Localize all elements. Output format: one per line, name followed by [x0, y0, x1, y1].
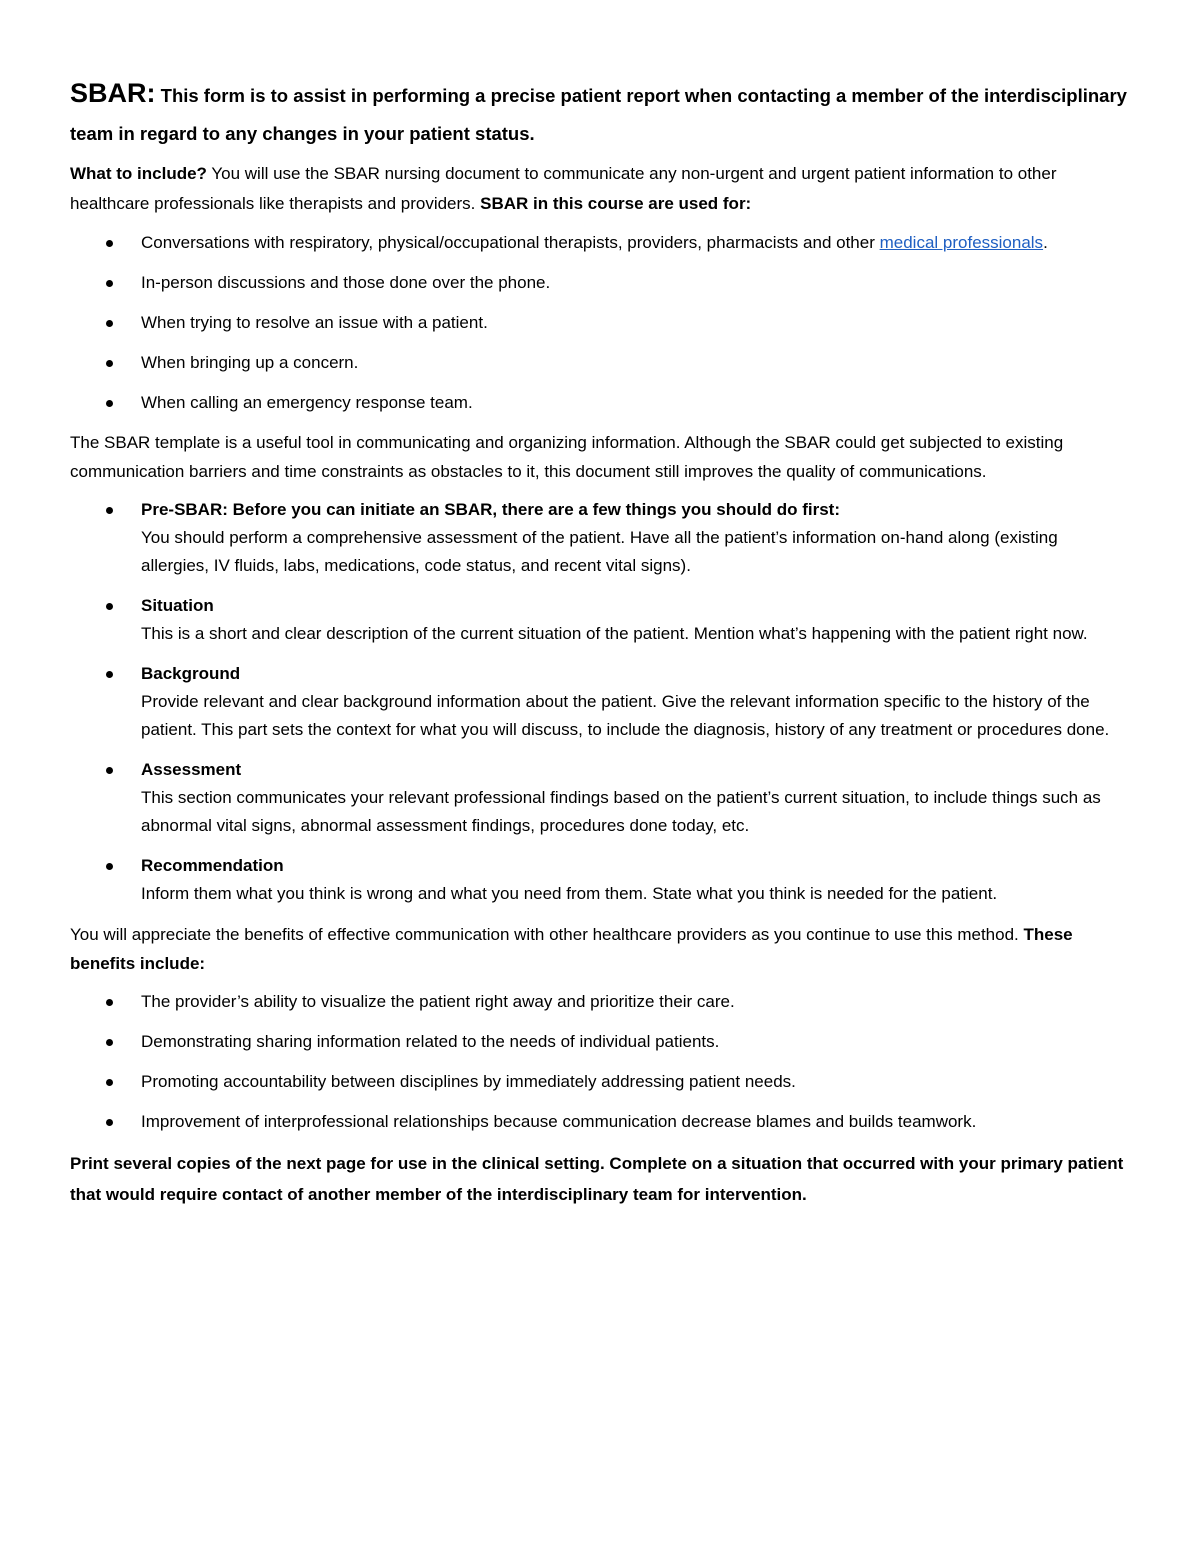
section-item-background	[70, 660, 1130, 744]
section-body: This section communicates your relevant professional findings based on the patient’s current situation, to include things such as abnormal vital signs, abnormal assessment findings, procedures done today, etc.	[141, 788, 1101, 835]
section-item-recommendation	[70, 852, 1130, 908]
bullet-icon	[106, 360, 113, 367]
benefits-intro-text: You will appreciate the benefits of effective communication with other healthcare providers as you continue to use this method.	[70, 925, 1024, 944]
title-text: This form is to assist in performing a precise patient report when contacting a member of the interdisciplinary team in regard to any changes in your patient status.	[70, 85, 1127, 144]
use-text: When trying to resolve an issue with a patient.	[141, 313, 488, 332]
section-item-situation	[70, 592, 1130, 648]
list-item	[70, 988, 1130, 1016]
intro-tail: SBAR in this course are used for:	[480, 194, 752, 213]
section-item-pre-sbar	[70, 496, 1130, 580]
section-heading: Recommendation	[141, 856, 284, 875]
final-instruction: Print several copies of the next page for use in the clinical setting. Complete on a situation that occurred with your primary patient that would require contact of another member of the interdisciplinary team for intervention.	[70, 1154, 1124, 1204]
bullet-icon	[106, 671, 113, 678]
section-heading: Background	[141, 664, 241, 683]
section-heading: Situation	[141, 596, 214, 615]
use-text: Conversations with respiratory, physical/occupational therapists, providers, pharmacists and other	[141, 233, 880, 252]
bullet-icon	[106, 320, 113, 327]
use-after: .	[1043, 233, 1048, 252]
list-item	[70, 1028, 1130, 1056]
use-text: When bringing up a concern.	[141, 353, 359, 372]
intro-paragraph	[70, 159, 1130, 219]
section-body: Provide relevant and clear background information about the patient. Give the relevant information specific to the history of the patient. This part sets the context for what you will discuss, to include the diagnosis, history of any treatment or procedures done.	[141, 692, 1110, 739]
section-heading: Pre-SBAR: Before you can initiate an SBAR, there are a few things you should do first:	[141, 500, 840, 519]
bullet-icon	[106, 1039, 113, 1046]
list-item	[70, 229, 1130, 257]
bullet-icon	[106, 1119, 113, 1126]
benefit-text: The provider’s ability to visualize the patient right away and prioritize their care.	[141, 992, 735, 1011]
section-item-assessment	[70, 756, 1130, 840]
list-item	[70, 389, 1130, 417]
list-item	[70, 1108, 1130, 1136]
bullet-icon	[106, 1079, 113, 1086]
benefit-text: Improvement of interprofessional relationships because communication decrease blames and builds teamwork.	[141, 1112, 977, 1131]
list-item	[70, 1068, 1130, 1096]
section-body: Inform them what you think is wrong and what you need from them. State what you think is needed for the patient.	[141, 884, 998, 903]
bullet-icon	[106, 767, 113, 774]
benefits-intro	[70, 920, 1130, 978]
sections-list	[70, 496, 1130, 908]
bullet-icon	[106, 999, 113, 1006]
uses-list	[70, 229, 1130, 417]
benefits-intro-bold: These benefits include:	[70, 925, 1073, 973]
document-title	[70, 74, 1130, 153]
benefits-list	[70, 988, 1130, 1136]
bullet-icon	[106, 603, 113, 610]
list-item	[70, 269, 1130, 297]
list-item	[70, 309, 1130, 337]
medical-professionals-link[interactable]: medical professionals	[879, 233, 1044, 252]
template-paragraph: The SBAR template is a useful tool in communicating and organizing information. Although the SBAR could get subjected to existing communication barriers and time constraints as obstacles to it, this document still improves the quality of communications.	[70, 433, 1064, 481]
section-body: You should perform a comprehensive assessment of the patient. Have all the patient’s information on-hand along (existing allergies, IV fluids, labs, medications, code status, and recent vital signs).	[141, 528, 1058, 575]
list-item	[70, 349, 1130, 377]
bullet-icon	[106, 280, 113, 287]
section-body: This is a short and clear description of the current situation of the patient. Mention what’s happening with the patient right now.	[141, 624, 1088, 643]
bullet-icon	[106, 507, 113, 514]
use-text: When calling an emergency response team.	[141, 393, 473, 412]
bullet-icon	[106, 240, 113, 247]
benefit-text: Demonstrating sharing information related to the needs of individual patients.	[141, 1032, 720, 1051]
title-label: SBAR:	[70, 78, 156, 108]
intro-lead: What to include?	[70, 164, 207, 183]
intro-text: You will use the SBAR nursing document to communicate any non-urgent and urgent patient information to other healthcare professionals like therapists and providers.	[70, 164, 1057, 213]
benefit-text: Promoting accountability between disciplines by immediately addressing patient needs.	[141, 1072, 796, 1091]
bullet-icon	[106, 863, 113, 870]
section-heading: Assessment	[141, 760, 242, 779]
bullet-icon	[106, 400, 113, 407]
document-page	[70, 74, 1130, 1210]
use-text: In-person discussions and those done over the phone.	[141, 273, 551, 292]
